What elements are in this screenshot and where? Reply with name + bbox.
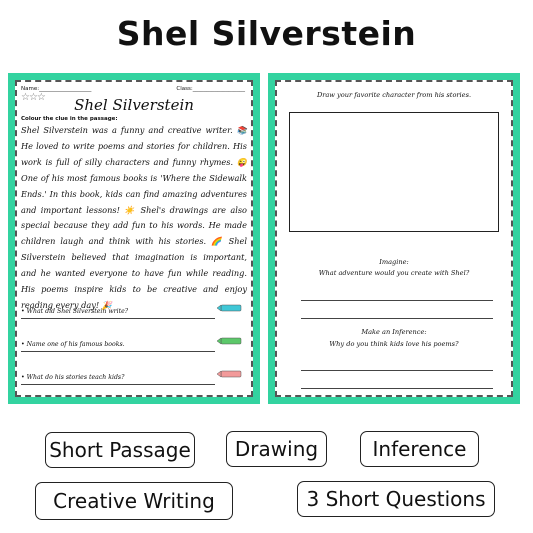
reading-worksheet-preview xyxy=(8,73,260,404)
activity-sheet xyxy=(275,80,513,397)
answer-line xyxy=(21,351,215,352)
sheet-heading: Shel Silverstein xyxy=(74,96,194,114)
reading-sheet xyxy=(15,80,253,397)
tag-inference: Inference xyxy=(360,431,479,467)
activity-worksheet-preview xyxy=(268,73,520,404)
crayon-tip xyxy=(217,305,221,311)
name-class-row xyxy=(21,86,245,92)
imagine-label: Imagine: xyxy=(379,258,409,266)
crayon-tip xyxy=(217,371,221,377)
answer-line xyxy=(301,388,493,389)
question-3 xyxy=(21,364,245,383)
name-label: Name:___________________ xyxy=(21,86,92,92)
crayon-icon xyxy=(217,370,243,378)
crayon-icon xyxy=(217,304,243,312)
question-2-text: • Name one of his famous books. xyxy=(21,341,125,348)
rating-stars-icon: ☆☆☆ xyxy=(21,92,45,103)
inference-label: Make an Inference: xyxy=(361,328,427,336)
tag-drawing: Drawing xyxy=(226,431,327,467)
question-1 xyxy=(21,298,245,317)
tag-short-passage: Short Passage xyxy=(45,432,195,468)
question-2 xyxy=(21,331,245,350)
crayon-body xyxy=(221,371,241,377)
draw-prompt: Draw your favorite character from his stories. xyxy=(316,91,472,99)
page-title: Shel Silverstein xyxy=(116,14,417,53)
imagine-question: What adventure would you create with Shel? xyxy=(318,269,470,277)
reading-passage: Shel Silverstein was a funny and creative writer. 📚 He loved to write poems and stories for children. His work is full of silly characters and funny rhymes. 😜 One of his most famous books is 'Where the Sidewalk Ends.' In this book, kids can find amazing adventures and important lessons! ☀️ Shel's drawings are also special because they add fun to his words. He made children laugh and think with his stories. 🌈 Shel Silverstein believed that imagination is important, and he wanted everyone to have fun while reading. His poems inspire kids to be creative and enjoy reading every day! 🎉 xyxy=(21,125,247,310)
question-3-text: • What do his stories teach kids? xyxy=(21,374,125,381)
class-label: Class:___________________ xyxy=(176,86,245,92)
crayon-tip xyxy=(217,338,221,344)
crayon-icon xyxy=(217,337,243,345)
answer-line xyxy=(301,370,493,371)
answer-line xyxy=(21,384,215,385)
tag-creative-writing: Creative Writing xyxy=(35,482,233,520)
tag-short-questions: 3 Short Questions xyxy=(297,481,495,517)
drawing-box xyxy=(289,112,499,232)
answer-line xyxy=(301,300,493,301)
answer-line xyxy=(301,318,493,319)
inference-question: Why do you think kids love his poems? xyxy=(329,340,459,348)
crayon-body xyxy=(221,305,241,311)
answer-line xyxy=(21,318,215,319)
question-1-text: • What did Shel Silverstein write? xyxy=(21,308,129,315)
instruction-text: Colour the clue in the passage: xyxy=(21,116,118,122)
crayon-body xyxy=(221,338,241,344)
